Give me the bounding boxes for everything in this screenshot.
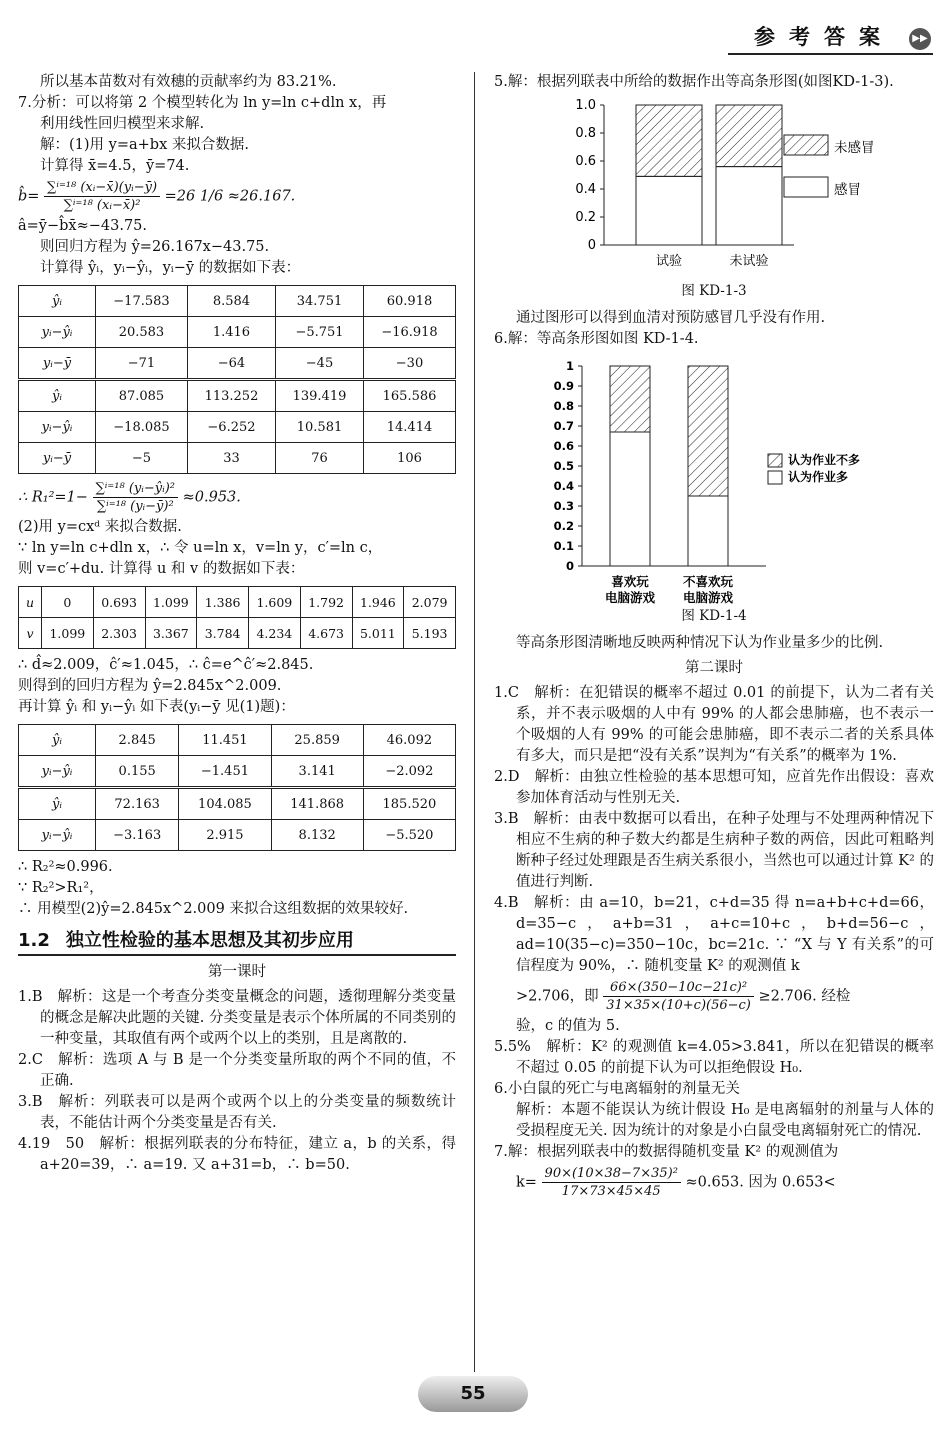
y-tick-label: 0 [587, 238, 596, 253]
table-header-cell: yᵢ−ȳ [19, 348, 96, 380]
answer-item: 2.D 解析：由独立性检验的基本思想可知，应首先作出假设：喜欢参加体育活动与性别无关. [494, 769, 934, 806]
legend-swatch [768, 454, 782, 467]
y-tick-label: 0 [565, 559, 574, 573]
table-cell: 2.845 [96, 725, 179, 756]
table-header-cell: ŷᵢ [19, 380, 96, 412]
table-cell: 8.132 [271, 820, 363, 851]
text-line: 计算得 ŷᵢ，yᵢ−ŷᵢ，yᵢ−ȳ 的数据如下表： [40, 260, 301, 276]
table-cell: 1.416 [187, 317, 275, 348]
formula-lhs: b̂= [18, 188, 40, 205]
table-header-cell: yᵢ−ŷᵢ [19, 820, 96, 851]
y-tick-label: 0.8 [575, 126, 596, 141]
text-line: 解析：本题不能误认为统计假设 H₀ 是电离辐射的剂量与人体的受损程度无关. 因为统计的对象是小白鼠受电离辐射死亡的情况. [516, 1102, 934, 1139]
table-cell: −3.163 [96, 820, 179, 851]
table-cell: 1.099 [42, 618, 94, 649]
formula-rhs: ≈0.953. [182, 489, 241, 506]
answer-item: 5.5% 解析：K² 的观测值 k=4.05>3.841，所以在犯错误的概率不超过 0.05 的前提下认为可以拒绝假设 H₀. [494, 1039, 934, 1076]
fraction-denominator: ∑ⁱ⁼¹⁸ (xᵢ−x̄)² [63, 198, 141, 213]
table-cell: 33 [187, 443, 275, 474]
table-row [19, 412, 456, 443]
right-column [494, 72, 934, 1202]
answer-item: 6.解：等高条形图如图 KD-1-4. [494, 331, 699, 347]
text-line: ∴ d̂≈2.009，ĉ′≈1.045，∴ ĉ=e^ĉ′≈2.845. [18, 657, 314, 673]
bar-segment [716, 167, 782, 245]
text-line: (2)用 y=cxᵈ 来拟合数据. [18, 519, 182, 535]
table-cell: 2.079 [404, 587, 456, 618]
x-category-label: 不喜欢玩 [682, 574, 734, 589]
page-number: 55 [418, 1376, 528, 1412]
bar-segment [610, 366, 650, 432]
answer-item: 3.B 解析：列联表可以是两个或两个以上的分类变量的频数统计表，不能估计两个分类变量是否有关. [18, 1094, 456, 1131]
table-cell: 10.581 [275, 412, 363, 443]
section-heading [18, 930, 456, 956]
table-cell: 141.868 [271, 788, 363, 820]
table-cell: −64 [187, 348, 275, 380]
legend-label: 未感冒 [834, 140, 875, 156]
figure-caption: 图 KD-1-4 [681, 608, 747, 624]
r1-squared-formula [18, 480, 456, 515]
lesson-heading: 第一课时 [208, 964, 266, 980]
fraction [93, 480, 178, 515]
answer-item: 2.C 解析：选项 A 与 B 是一个分类变量所取的两个不同的值，不正确. [18, 1052, 456, 1089]
x-category-label: 电脑游戏 [604, 590, 656, 604]
figure-caption: 图 KD-1-3 [681, 283, 747, 299]
legend-swatch [784, 135, 828, 155]
table-cell: 0.155 [96, 756, 179, 788]
table-cell: 3.367 [145, 618, 197, 649]
y-tick-label: 1.0 [575, 98, 596, 113]
fraction-numerator: ∑ⁱ⁼¹⁸ (yᵢ−ŷᵢ)² [93, 480, 178, 498]
table-header-cell: yᵢ−ŷᵢ [19, 412, 96, 443]
y-tick-label: 0.5 [553, 459, 574, 473]
answer-item: 1.C 解析：在犯错误的概率不超过 0.01 的前提下，认为二者有关系，并不表示吸烟的人中有 99% 的人都会患肺癌，也不表示一个吸烟的人有 99% 的可能会患肺癌，即不表示二者的关系具体有多大，而只是把“没有关系”误判为“有关系”的概率为 1%. [494, 685, 934, 764]
table-row [19, 380, 456, 412]
fraction [542, 1165, 681, 1200]
table-cell: 1.946 [352, 587, 404, 618]
stacked-bar-chart-kd-1-3 [494, 97, 934, 279]
text-line: 则 v=c′+du. 计算得 u 和 v 的数据如下表： [18, 561, 305, 577]
table-cell: −5 [96, 443, 188, 474]
bar-segment [610, 432, 650, 566]
fraction [603, 979, 754, 1014]
table-cell: −2.092 [363, 756, 455, 788]
text-line: 验，c 的值为 5. [516, 1018, 620, 1034]
stacked-bar-chart-kd-1-4 [494, 354, 934, 604]
bar-segment [688, 366, 728, 496]
legend-label: 认为作业多 [788, 470, 849, 484]
text-line: 计算得 x̄=4.5，ȳ=74. [40, 158, 190, 174]
fraction-numerator: 66×(350−10c−21c)² [603, 979, 754, 997]
table-cell: 14.414 [364, 412, 456, 443]
fraction-denominator: 17×73×45×45 [561, 1184, 661, 1199]
fraction [44, 179, 160, 214]
legend-label: 感冒 [834, 182, 861, 198]
text-line: ∵ R₂²>R₁²， [18, 880, 104, 896]
section-title: 独立性检验的基本思想及其初步应用 [65, 930, 354, 951]
table-cell: 139.419 [275, 380, 363, 412]
table-cell: 1.792 [300, 587, 352, 618]
text-line: 再计算 ŷᵢ 和 yᵢ−ŷᵢ 如下表(yᵢ−ȳ 见(1)题)： [18, 699, 295, 715]
table-cell: −16.918 [364, 317, 456, 348]
table-cell: 5.193 [404, 618, 456, 649]
text-line: 则回归方程为 ŷ=26.167x−43.75. [40, 239, 270, 255]
k-squared-formula [494, 979, 934, 1014]
formula-lhs: ∴ R₁²=1− [18, 489, 88, 506]
answer-item: 5.解：根据列联表中所给的数据作出等高条形图(如图KD-1-3). [494, 74, 894, 90]
bar-segment [636, 105, 702, 176]
left-column [18, 72, 456, 1176]
table-cell: 3.784 [197, 618, 249, 649]
table-cell: 34.751 [275, 286, 363, 317]
k-observed-formula [494, 1165, 934, 1200]
x-category-label: 试验 [655, 254, 683, 269]
legend-swatch [784, 177, 828, 197]
table-cell: −30 [364, 348, 456, 380]
y-tick-label: 0.7 [553, 419, 574, 433]
table-cell: 185.520 [363, 788, 455, 820]
table-cell: 4.234 [249, 618, 301, 649]
table-cell: 72.163 [96, 788, 179, 820]
fraction-numerator: ∑ⁱ⁼¹⁸ (xᵢ−x̄)(yᵢ−ȳ) [44, 179, 160, 197]
table-cell: 60.918 [364, 286, 456, 317]
table-cell: 0 [42, 587, 94, 618]
table-cell: 1.609 [249, 587, 301, 618]
table-row [19, 348, 456, 380]
table-cell: 165.586 [364, 380, 456, 412]
table-header-cell: yᵢ−ŷᵢ [19, 756, 96, 788]
y-tick-label: 0.1 [553, 539, 574, 553]
table-cell: 5.011 [352, 618, 404, 649]
table-cell: −17.583 [96, 286, 188, 317]
text-line: 解：(1)用 y=a+bx 来拟合数据. [40, 137, 249, 153]
bar-segment [716, 105, 782, 167]
answer-item: 1.B 解析：这是一个考查分类变量概念的问题，透彻理解分类变量的概念是解决此题的关键. 分类变量是表示个体所属的不同类别的一种变量，其取值有两个或两个以上的类别，且是离散的. [18, 989, 456, 1047]
text-line: 则得到的回归方程为 ŷ=2.845x^2.009. [18, 678, 282, 694]
table-cell: 3.141 [271, 756, 363, 788]
y-tick-label: 0.8 [553, 399, 574, 413]
text-line: ∵ ln y=ln c+dln x，∴ 令 u=ln x，v=ln y，c′=ln c， [18, 540, 383, 556]
a-hat-formula: â=ȳ−b̂x̄≈−43.75. [18, 218, 148, 234]
header-rule [728, 53, 933, 55]
b-hat-formula [18, 179, 456, 214]
formula-rhs: ≥2.706. 经检 [758, 988, 851, 1005]
header-title: 参考答案 [754, 24, 894, 49]
text-line: 等高条形图清晰地反映两种情况下认为作业量多少的比例. [516, 635, 884, 651]
table-cell: 20.583 [96, 317, 188, 348]
fraction-denominator: ∑ⁱ⁼¹⁸ (yᵢ−ȳ)² [96, 499, 174, 514]
table-row [19, 317, 456, 348]
table-header-cell: yᵢ−ŷᵢ [19, 317, 96, 348]
table-row [19, 286, 456, 317]
column-divider [474, 72, 475, 1372]
answer-item: 4.19 50 解析：根据列联表的分布特征，建立 a，b 的关系，得a+20=39，∴ a=19. 又 a+31=b，∴ b=50. [18, 1136, 456, 1173]
table-row [19, 756, 456, 788]
table-cell: 104.085 [179, 788, 271, 820]
x-category-label: 未试验 [729, 254, 769, 269]
y-tick-label: 0.9 [553, 379, 574, 393]
formula-rhs: ≈0.653. 因为 0.653< [685, 1174, 836, 1191]
table-cell: −71 [96, 348, 188, 380]
bar-segment [688, 496, 728, 566]
table-cell: 1.386 [197, 587, 249, 618]
table-row [19, 618, 456, 649]
y-tick-label: 0.3 [553, 499, 574, 513]
y-tick-label: 0.6 [553, 439, 574, 453]
table-cell: −5.751 [275, 317, 363, 348]
y-tick-label: 0.2 [553, 519, 574, 533]
x-category-label: 电脑游戏 [682, 590, 734, 604]
table-header-cell: ŷᵢ [19, 286, 96, 317]
table-cell: −6.252 [187, 412, 275, 443]
table-header-cell: ŷᵢ [19, 788, 96, 820]
table-header-cell: u [19, 587, 42, 618]
table-cell: 4.673 [300, 618, 352, 649]
residual-table-2 [18, 724, 456, 851]
table-cell: 106 [364, 443, 456, 474]
table-cell: 2.915 [179, 820, 271, 851]
table-cell: 1.099 [145, 587, 197, 618]
table-header-cell: ŷᵢ [19, 725, 96, 756]
answer-item: 6.小白鼠的死亡与电离辐射的剂量无关 [494, 1081, 740, 1097]
y-tick-label: 0.4 [575, 182, 596, 197]
answer-item: 4.B 解析：由 a=10，b=21，c+d=35 得 n=a+b+c+d=66，d=35−c，a+b=31，a+c=10+c，b+d=56−c，ad=10(35−c)=350−10c，bc=21c. ∵ “X 与 Y 有关系”的可信程度为 90%，∴ 随机变量 K² 的观测值 k [494, 895, 934, 974]
table-row [19, 725, 456, 756]
uv-table [18, 586, 456, 649]
table-cell: 8.584 [187, 286, 275, 317]
residual-table-1 [18, 285, 456, 474]
table-cell: 2.303 [93, 618, 145, 649]
page-header [728, 22, 933, 56]
formula-lhs: >2.706，即 [516, 988, 599, 1005]
table-row [19, 788, 456, 820]
table-header-cell: yᵢ−ȳ [19, 443, 96, 474]
text-line: ∴ R₂²≈0.996. [18, 859, 113, 875]
bar-segment [636, 176, 702, 245]
table-cell: 46.092 [363, 725, 455, 756]
y-tick-label: 1 [565, 359, 574, 373]
table-cell: 76 [275, 443, 363, 474]
double-chevron-right-icon: ▶▶ [909, 28, 931, 50]
text-line: 所以基本苗数对有效穗的贡献率约为 83.21%. [40, 74, 337, 90]
table-cell: 11.451 [179, 725, 271, 756]
table-cell: 25.859 [271, 725, 363, 756]
table-cell: −5.520 [363, 820, 455, 851]
text-line: 通过图形可以得到血清对预防感冒几乎没有作用. [516, 310, 826, 326]
fraction-denominator: 31×35×(10+c)(56−c) [606, 998, 751, 1013]
answer-item: 7.解：根据列联表中的数据得随机变量 K² 的观测值为 [494, 1144, 839, 1160]
section-number: 1.2 [18, 930, 50, 951]
table-cell: −1.451 [179, 756, 271, 788]
text-line: ∴ 用模型(2)ŷ=2.845x^2.009 来拟合这组数据的效果较好. [18, 901, 409, 917]
table-cell: 0.693 [93, 587, 145, 618]
lesson-heading: 第二课时 [685, 660, 743, 676]
table-cell: 113.252 [187, 380, 275, 412]
legend-label: 认为作业不多 [788, 453, 861, 467]
table-cell: −45 [275, 348, 363, 380]
y-tick-label: 0.6 [575, 154, 596, 169]
table-row [19, 443, 456, 474]
question-7-analysis: 7.分析：可以将第 2 个模型转化为 ln y=ln c+dln x，再 [18, 95, 387, 111]
formula-rhs: =26 1/6 ≈26.167. [164, 188, 296, 205]
answer-item: 3.B 解析：由表中数据可以看出，在种子处理与不处理两种情况下相应不生病的种子数大约都是生病种子数的两倍，因此可粗略判断种子经过处理跟是否生病关系很小，当然也可以通过计算 K² 的值进行判断. [494, 811, 934, 890]
table-row [19, 587, 456, 618]
y-tick-label: 0.2 [575, 210, 596, 225]
table-row [19, 820, 456, 851]
table-cell: 87.085 [96, 380, 188, 412]
formula-lhs: k= [516, 1174, 537, 1191]
fraction-numerator: 90×(10×38−7×35)² [542, 1165, 681, 1183]
legend-swatch [768, 471, 782, 484]
text-line: 利用线性回归模型来求解. [40, 116, 205, 132]
y-tick-label: 0.4 [553, 479, 574, 493]
table-header-cell: v [19, 618, 42, 649]
table-cell: −18.085 [96, 412, 188, 443]
x-category-label: 喜欢玩 [611, 574, 649, 589]
